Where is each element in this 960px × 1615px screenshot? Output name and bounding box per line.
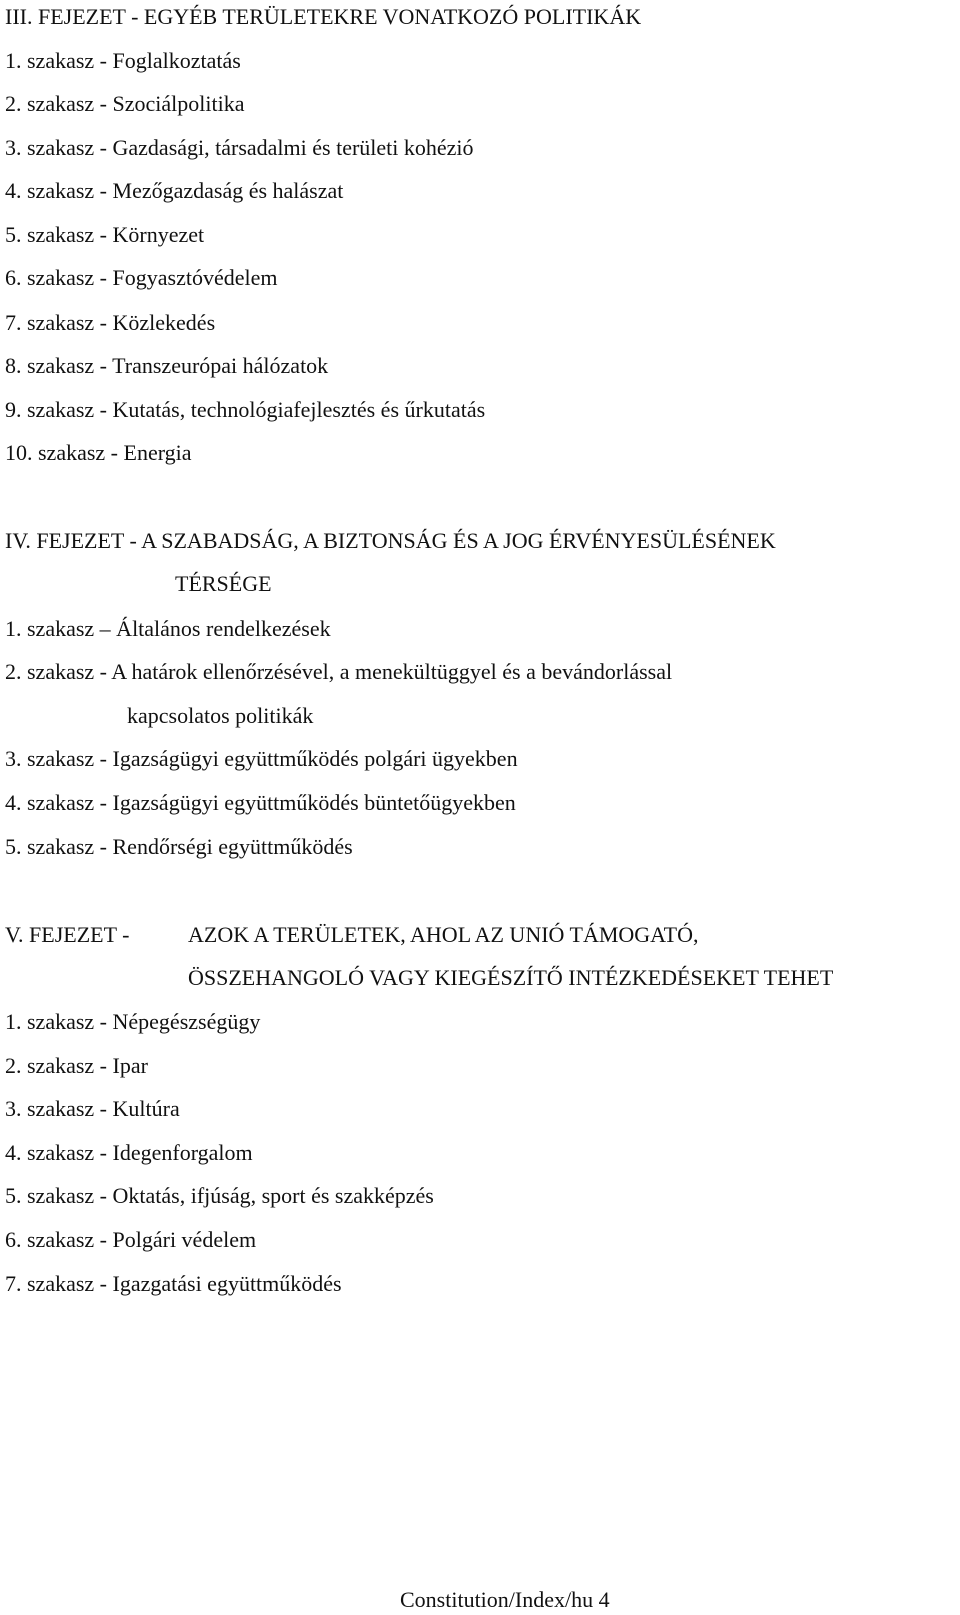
chapter-3-section-5: 5. szakasz - Környezet bbox=[5, 222, 205, 247]
chapter-3-section-6: 6. szakasz - Fogyasztóvédelem bbox=[5, 265, 278, 290]
chapter-3-section-7: 7. szakasz - Közlekedés bbox=[5, 310, 216, 335]
chapter-5-section-1: 1. szakasz - Népegészségügy bbox=[5, 1009, 261, 1034]
chapter-5-title-prefix: V. FEJEZET - bbox=[5, 922, 130, 947]
chapter-5-section-3: 3. szakasz - Kultúra bbox=[5, 1096, 180, 1121]
chapter-3-section-1: 1. szakasz - Foglalkoztatás bbox=[5, 48, 241, 73]
page-footer: Constitution/Index/hu 4 bbox=[400, 1587, 610, 1612]
chapter-4-title-line-2: TÉRSÉGE bbox=[175, 571, 272, 596]
chapter-5-section-5: 5. szakasz - Oktatás, ifjúság, sport és szakképzés bbox=[5, 1183, 434, 1208]
chapter-3-title: III. FEJEZET - EGYÉB TERÜLETEKRE VONATKOZÓ POLITIKÁK bbox=[5, 4, 642, 29]
chapter-5-section-7: 7. szakasz - Igazgatási együttműködés bbox=[5, 1271, 342, 1296]
chapter-3-section-10: 10. szakasz - Energia bbox=[5, 440, 192, 465]
chapter-5-title-line-2: ÖSSZEHANGOLÓ VAGY KIEGÉSZÍTŐ INTÉZKEDÉSEKET TEHET bbox=[188, 965, 834, 990]
chapter-4-section-2-continuation: kapcsolatos politikák bbox=[127, 703, 314, 728]
chapter-3-section-9: 9. szakasz - Kutatás, technológiafejlesztés és űrkutatás bbox=[5, 397, 486, 422]
chapter-3-section-2: 2. szakasz - Szociálpolitika bbox=[5, 91, 245, 116]
chapter-4-section-5: 5. szakasz - Rendőrségi együttműködés bbox=[5, 834, 353, 859]
chapter-3-section-3: 3. szakasz - Gazdasági, társadalmi és területi kohézió bbox=[5, 135, 474, 160]
chapter-5-title-line-1: AZOK A TERÜLETEK, AHOL AZ UNIÓ TÁMOGATÓ, bbox=[188, 922, 699, 947]
chapter-4-section-3: 3. szakasz - Igazságügyi együttműködés polgári ügyekben bbox=[5, 746, 518, 771]
chapter-4-title-line-1: IV. FEJEZET - A SZABADSÁG, A BIZTONSÁG ÉS A JOG ÉRVÉNYESÜLÉSÉNEK bbox=[5, 528, 776, 553]
chapter-5-section-6: 6. szakasz - Polgári védelem bbox=[5, 1227, 257, 1252]
chapter-4-section-1: 1. szakasz – Általános rendelkezések bbox=[5, 616, 331, 641]
chapter-3-section-8: 8. szakasz - Transzeurópai hálózatok bbox=[5, 353, 329, 378]
chapter-5-section-2: 2. szakasz - Ipar bbox=[5, 1053, 148, 1078]
chapter-4-section-2: 2. szakasz - A határok ellenőrzésével, a menekültüggyel és a bevándorlással bbox=[5, 659, 673, 684]
chapter-3-section-4: 4. szakasz - Mezőgazdaság és halászat bbox=[5, 178, 344, 203]
chapter-5-section-4: 4. szakasz - Idegenforgalom bbox=[5, 1140, 253, 1165]
chapter-4-section-4: 4. szakasz - Igazságügyi együttműködés büntetőügyekben bbox=[5, 790, 516, 815]
